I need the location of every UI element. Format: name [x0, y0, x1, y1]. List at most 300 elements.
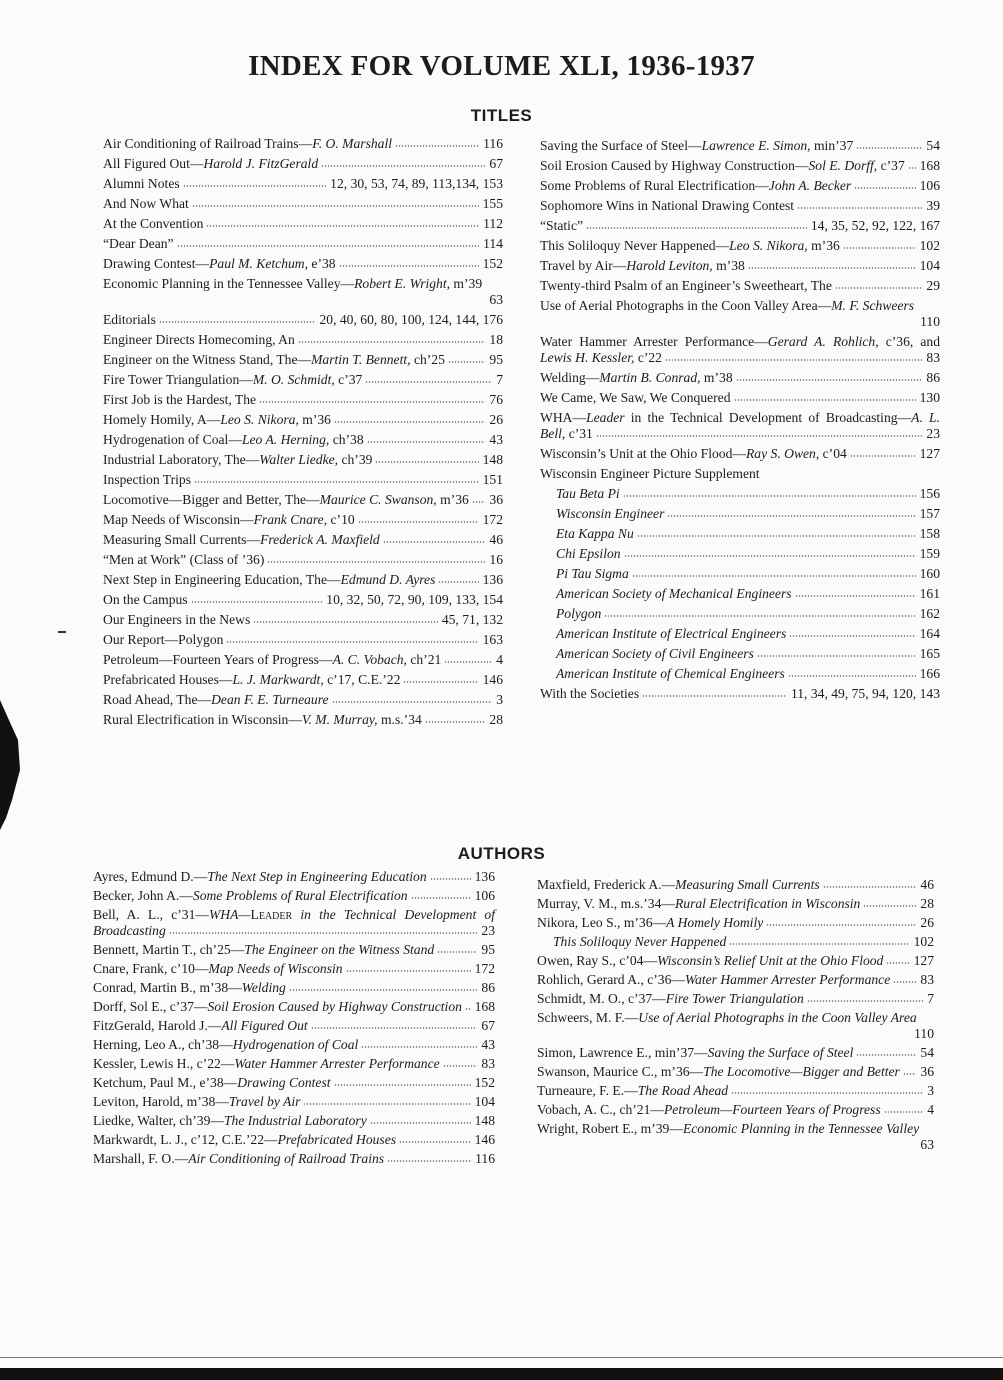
dot-leader: [637, 535, 916, 537]
dot-leader: [604, 615, 916, 617]
entry-t: “Men at Work” (Class of ’36): [103, 552, 265, 567]
dot-leader: [444, 661, 492, 663]
entry-t: Our Engineers in the News: [103, 612, 251, 627]
entry-t: Our Report—Polygon: [103, 632, 224, 647]
index-entry: [540, 410, 940, 442]
page-number: 164: [919, 626, 940, 641]
index-entry: [540, 546, 940, 562]
index-entry: [103, 312, 503, 328]
dot-leader: [334, 421, 485, 423]
entry-t: Engineer on the Witness Stand, The—: [103, 352, 312, 367]
index-entry: [93, 869, 495, 885]
entry-text: [103, 432, 503, 448]
entry-subtitle: American Institute of Electrical Engineers: [556, 626, 787, 641]
page-number: 3: [496, 692, 503, 707]
entry-a: Rural Electrification in Wisconsin: [674, 896, 861, 911]
entry-t2: in the Technical Development of Broadcasting—: [624, 410, 912, 425]
entry-text: [537, 991, 934, 1007]
index-entry: [103, 452, 503, 468]
entry-a: Petroleum—Fourteen Years of Progress: [664, 1102, 881, 1117]
page-number: 11, 34, 49, 75, 94, 120, 143: [790, 686, 940, 701]
index-entry: [540, 586, 940, 602]
entry-text: [93, 1151, 495, 1167]
entry-r: m’36: [436, 492, 469, 507]
page-number: 3: [927, 1083, 934, 1098]
entry-text: [540, 158, 940, 174]
index-entry: [93, 1094, 495, 1110]
entry-subtitle: American Society of Mechanical Engineers: [556, 586, 792, 601]
page-number: 26: [920, 915, 934, 930]
dot-leader: [365, 381, 492, 383]
index-entry: [537, 915, 934, 931]
entry-text: [537, 1121, 934, 1137]
entry-a: A Homely Homily: [666, 915, 764, 930]
entry-r: m’39: [450, 276, 483, 291]
entry-text: [540, 446, 940, 462]
dot-leader: [665, 359, 922, 361]
scan-border: [0, 1368, 1003, 1380]
entry-text: [540, 586, 940, 602]
page-number: 23: [926, 426, 940, 441]
entry-text: [103, 652, 503, 668]
index-entry: [540, 178, 940, 194]
entry-text: [103, 552, 503, 568]
page-number: 163: [482, 632, 503, 647]
dot-leader: [395, 145, 479, 147]
entry-t: Use of Aerial Photographs in the Coon Valley Area—: [540, 298, 832, 313]
page-number: 152: [474, 1075, 495, 1090]
entry-a: Frederick A. Maxfield: [260, 532, 380, 547]
dot-leader: [884, 1111, 923, 1113]
page-number: 43: [481, 1037, 495, 1052]
index-entry: [537, 1064, 934, 1080]
dot-leader: [411, 897, 471, 899]
entry-text: [103, 492, 503, 508]
index-entry: [103, 216, 503, 232]
page-number: 136: [474, 869, 495, 884]
index-entry: [103, 612, 503, 628]
page-number: 43: [489, 432, 503, 447]
entry-t: Herning, Leo A., ch’38—: [93, 1037, 233, 1052]
index-entry: [540, 566, 940, 582]
entry-text: [103, 352, 503, 368]
index-entry: [93, 907, 495, 939]
index-entry: [103, 532, 503, 548]
entry-text: [93, 999, 495, 1015]
dot-leader: [321, 165, 485, 167]
entry-t: We Came, We Saw, We Conquered: [540, 390, 731, 405]
entry-text: [540, 138, 940, 154]
dot-leader: [903, 1073, 916, 1075]
dot-leader: [403, 681, 479, 683]
entry-text: [103, 236, 503, 252]
entry-text: [93, 888, 495, 904]
entry-t: Hydrogenation of Coal—: [103, 432, 242, 447]
entry-t: Economic Planning in the Tennessee Valley—: [103, 276, 355, 291]
entry-t: Schweers, M. F.—: [537, 1010, 639, 1025]
entry-text: [540, 486, 940, 502]
entry-t: Markwardt, L. J., c’12, C.E.’22—: [93, 1132, 278, 1147]
index-entry: [540, 138, 940, 154]
dot-leader: [850, 455, 916, 457]
entry-text: [540, 410, 940, 442]
entry-t: Drawing Contest—: [103, 256, 210, 271]
entry-text: [540, 178, 940, 194]
dot-leader: [346, 970, 471, 972]
dot-leader: [748, 267, 916, 269]
entry-t: And Now What: [103, 196, 189, 211]
entry-text: [540, 666, 940, 682]
entry-text: [540, 626, 940, 642]
entry-t: FitzGerald, Harold J.—: [93, 1018, 222, 1033]
index-entry: [537, 896, 934, 912]
entry-t: Some Problems of Rural Electrification—: [540, 178, 769, 193]
dot-leader: [358, 521, 479, 523]
page-number: 4: [496, 652, 503, 667]
index-entry: [537, 1121, 934, 1153]
page-number: 67: [481, 1018, 495, 1033]
entry-text: [93, 961, 495, 977]
dot-leader: [192, 205, 479, 207]
dot-leader: [437, 951, 477, 953]
dot-leader: [443, 1065, 477, 1067]
entry-r: m’38: [700, 370, 733, 385]
index-entry: [93, 1037, 495, 1053]
index-entry: [103, 332, 503, 348]
dot-leader: [367, 441, 485, 443]
page-number: 106: [474, 888, 495, 903]
entry-a: WHA—: [208, 907, 251, 922]
page-number: 36: [489, 492, 503, 507]
page-number: 76: [489, 392, 503, 407]
entry-a: Edmund D. Ayres: [340, 572, 436, 587]
entry-t: Schmidt, M. O., c’37—: [537, 991, 666, 1006]
dot-leader: [856, 147, 922, 149]
entry-text: [103, 256, 503, 272]
entry-t: Welding—: [540, 370, 600, 385]
entry-subtitle: Chi Epsilon: [556, 546, 621, 561]
page-number: 18: [489, 332, 503, 347]
page-number: 4: [927, 1102, 934, 1117]
entry-text: [540, 506, 940, 522]
index-entry: [537, 953, 934, 969]
dot-leader: [370, 1122, 471, 1124]
index-entry: [537, 934, 934, 950]
entry-r: min’37: [810, 138, 854, 153]
index-entry: [537, 1102, 934, 1118]
page-number: 39: [926, 198, 940, 213]
index-entry: [537, 1045, 934, 1061]
dot-leader: [766, 924, 916, 926]
page-number: 146: [474, 1132, 495, 1147]
page-number: 63: [489, 292, 503, 307]
entry-a: Leo S. Nikora,: [729, 238, 808, 253]
index-entry: [540, 370, 940, 386]
authors-column-left: [93, 869, 495, 1170]
page-number: 29: [926, 278, 940, 293]
entry-t: “Static”: [540, 218, 584, 233]
page-number: 54: [926, 138, 940, 153]
entry-t: Swanson, Maurice C., m’36—: [537, 1064, 704, 1079]
page-number: 106: [919, 178, 940, 193]
page-number: 83: [926, 350, 940, 365]
index-entry: [93, 999, 495, 1015]
dot-leader: [586, 227, 807, 229]
index-entry: [93, 942, 495, 958]
page-number: 7: [927, 991, 934, 1006]
page-number: 83: [481, 1056, 495, 1071]
dot-leader: [632, 575, 916, 577]
entry-text: [103, 372, 503, 388]
entry-t: Bennett, Martin T., ch’25—: [93, 942, 245, 957]
entry-text: [540, 298, 940, 314]
dot-leader: [893, 981, 916, 983]
entry-text: [537, 953, 934, 969]
entry-a: The Engineer on the Witness Stand: [244, 942, 435, 957]
entry-text: [103, 196, 503, 212]
dot-leader: [642, 695, 787, 697]
dot-leader: [383, 541, 485, 543]
entry-t: Inspection Trips: [103, 472, 191, 487]
dot-leader: [623, 495, 916, 497]
entry-a: Ray S. Owen,: [746, 446, 820, 461]
entry-text: [103, 156, 503, 172]
entry-t: WHA—: [540, 410, 587, 425]
entry-text: [103, 452, 503, 468]
page-number: 112: [483, 216, 503, 231]
entry-text: [537, 1045, 934, 1061]
entry-t: Wisconsin Engineer Picture Supplement: [540, 466, 760, 481]
entry-text: [93, 1132, 495, 1148]
entry-text: [537, 1083, 934, 1099]
entry-i: Leader: [586, 410, 625, 425]
page-number: 151: [482, 472, 503, 487]
dot-leader: [339, 265, 479, 267]
page-number: 16: [489, 552, 503, 567]
index-entry: [540, 278, 940, 294]
entry-t: Becker, John A.—: [93, 888, 193, 903]
index-entry: [93, 1132, 495, 1148]
index-entry: [103, 472, 503, 488]
entry-text: [93, 1075, 495, 1091]
entry-sc: Leader: [250, 907, 293, 922]
page-number: 155: [482, 196, 503, 211]
entry-text: [103, 136, 503, 152]
titles-column-right: [540, 138, 940, 706]
entry-r: c’37: [877, 158, 905, 173]
index-entry: [537, 877, 934, 893]
index-entry: [93, 980, 495, 996]
dot-leader: [843, 247, 916, 249]
page-number: 136: [482, 572, 503, 587]
entry-text: [540, 646, 940, 662]
entry-t: Twenty-third Psalm of an Engineer’s Sweetheart, The: [540, 278, 832, 293]
entry-text: [103, 276, 503, 292]
entry-t: Liedke, Walter, ch’39—: [93, 1113, 224, 1128]
page-number: 110: [914, 1026, 934, 1041]
page-number: 156: [919, 486, 940, 501]
page-edge-mark: [0, 700, 22, 830]
entry-a: Martin B. Conrad,: [599, 370, 701, 385]
entry-a2: in the Technical Development of Broadcasting: [93, 907, 496, 938]
index-entry: [540, 686, 940, 702]
entry-t: Water Hammer Arrester Performance—: [540, 334, 768, 349]
page-number: 158: [919, 526, 940, 541]
page-number: 146: [482, 672, 503, 687]
entry-subtitle: Eta Kappa Nu: [556, 526, 634, 541]
index-entry: [93, 1056, 495, 1072]
page-number: 172: [482, 512, 503, 527]
dot-leader: [253, 621, 438, 623]
entry-t: Sophomore Wins in National Drawing Contest: [540, 198, 795, 213]
index-entry: [540, 466, 940, 482]
entry-t: Travel by Air—: [540, 258, 627, 273]
entry-a: Walter Liedke,: [259, 452, 339, 467]
index-entry: [103, 256, 503, 272]
entry-a: Drawing Contest: [237, 1075, 331, 1090]
entry-a: The Locomotive—Bigger and Better: [703, 1064, 900, 1079]
index-entry: [103, 276, 503, 308]
dot-leader: [729, 943, 910, 945]
entry-text: [93, 1037, 495, 1053]
entry-a: Map Needs of Wisconsin: [208, 961, 343, 976]
page-number: 116: [483, 136, 503, 151]
page-number: 45, 71, 132: [441, 612, 503, 627]
index-entry: [540, 198, 940, 214]
entry-text: [93, 980, 495, 996]
entry-a: The Next Step in Engineering Education: [207, 869, 427, 884]
entry-r: m’38: [712, 258, 745, 273]
entry-a: Harold Leviton,: [626, 258, 713, 273]
index-entry: [540, 506, 940, 522]
page-number: 28: [489, 712, 503, 727]
entry-t: Wright, Robert E., m’39—: [537, 1121, 683, 1136]
dot-leader: [734, 399, 916, 401]
entry-a: Prefabricated Houses: [277, 1132, 397, 1147]
entry-t: Air Conditioning of Railroad Trains—: [103, 136, 313, 151]
entry-a: Hydrogenation of Coal: [232, 1037, 359, 1052]
dot-leader: [399, 1141, 471, 1143]
dot-leader: [311, 1027, 477, 1029]
entry-t: Industrial Laboratory, The—: [103, 452, 260, 467]
dot-leader: [361, 1046, 477, 1048]
entry-r: c’37: [334, 372, 363, 387]
page-number: 14, 35, 52, 92, 122, 167: [810, 218, 940, 233]
index-entry: [103, 552, 503, 568]
entry-text: [540, 390, 940, 406]
page-number: 86: [481, 980, 495, 995]
index-entry: [540, 646, 940, 662]
page-number: 152: [482, 256, 503, 271]
dot-leader: [438, 581, 479, 583]
entry-a: Saving the Surface of Steel: [707, 1045, 854, 1060]
page-number: 83: [920, 972, 934, 987]
page-number: 67: [489, 156, 503, 171]
entry-text: [103, 572, 503, 588]
entry-t: Saving the Surface of Steel—: [540, 138, 702, 153]
page-number: 110: [920, 314, 940, 329]
entry-t: Fire Tower Triangulation—: [103, 372, 253, 387]
entry-a: V. M. Murray,: [301, 712, 378, 727]
entry-a: Robert E. Wright,: [354, 276, 451, 291]
entry-t: Soil Erosion Caused by Highway Construction—: [540, 158, 809, 173]
dot-leader: [624, 555, 916, 557]
dot-leader: [159, 321, 315, 323]
entry-text: [93, 1056, 495, 1072]
entry-t: Conrad, Martin B., m’38—: [93, 980, 242, 995]
index-entry: [103, 512, 503, 528]
entry-t: “Dear Dean”: [103, 236, 174, 251]
index-entry: [537, 991, 934, 1007]
dot-leader: [472, 501, 485, 503]
page-number: 12, 30, 53, 74, 89, 113,134, 153: [330, 176, 503, 191]
entry-subtitle: American Society of Civil Engineers: [556, 646, 754, 661]
dot-leader: [863, 905, 916, 907]
entry-subtitle: Polygon: [556, 606, 602, 621]
entry-a: Paul M. Ketchum,: [209, 256, 309, 271]
entry-text: [93, 1018, 495, 1034]
entry-text: [93, 907, 495, 939]
index-entry: [540, 158, 940, 174]
section-heading-titles: TITLES: [470, 106, 533, 125]
dot-leader: [194, 481, 479, 483]
entry-a: M. F. Schweers: [831, 298, 915, 313]
entry-a: John A. Becker: [768, 178, 852, 193]
index-entry: [103, 136, 503, 152]
dot-leader: [807, 1000, 923, 1002]
entry-a: L. J. Markwardt,: [232, 672, 324, 687]
entry-a: Economic Planning in the Tennessee Valley: [682, 1121, 920, 1136]
entry-t: Homely Homily, A—: [103, 412, 221, 427]
dot-leader: [908, 167, 916, 169]
entry-text: [540, 606, 940, 622]
dot-leader: [736, 379, 922, 381]
dot-leader: [465, 1008, 471, 1010]
dot-leader: [886, 962, 910, 964]
index-entry: [93, 1075, 495, 1091]
page-number: 63: [920, 1137, 934, 1152]
dot-leader: [667, 515, 916, 517]
entry-text: [540, 370, 940, 386]
index-entry: [540, 486, 940, 502]
entry-r: e’38: [308, 256, 336, 271]
entry-t: Cnare, Frank, c’10—: [93, 961, 209, 976]
entry-t: Ayres, Edmund D.—: [93, 869, 208, 884]
entry-t: Map Needs of Wisconsin—: [103, 512, 254, 527]
entry-text: [103, 632, 503, 648]
index-entry: [540, 238, 940, 254]
dot-leader: [797, 207, 922, 209]
index-entry: [540, 526, 940, 542]
entry-text: [540, 466, 940, 482]
entry-text: [103, 392, 503, 408]
entry-a: Soil Erosion Caused by Highway Construction: [207, 999, 462, 1014]
entry-t: Prefabricated Houses—: [103, 672, 233, 687]
entry-text: [93, 1113, 495, 1129]
index-entry: [540, 666, 940, 682]
entry-r: c’04: [819, 446, 847, 461]
entry-text: [540, 258, 940, 274]
index-entry: [103, 372, 503, 388]
page-number: 104: [474, 1094, 495, 1109]
entry-t: Engineer Directs Homecoming, An: [103, 332, 295, 347]
entry-r: ch’25: [410, 352, 445, 367]
page-number: 148: [482, 452, 503, 467]
dot-leader: [206, 225, 479, 227]
index-entry: [537, 1010, 934, 1042]
dot-leader: [267, 561, 485, 563]
entry-a: Sol E. Dorff,: [808, 158, 878, 173]
